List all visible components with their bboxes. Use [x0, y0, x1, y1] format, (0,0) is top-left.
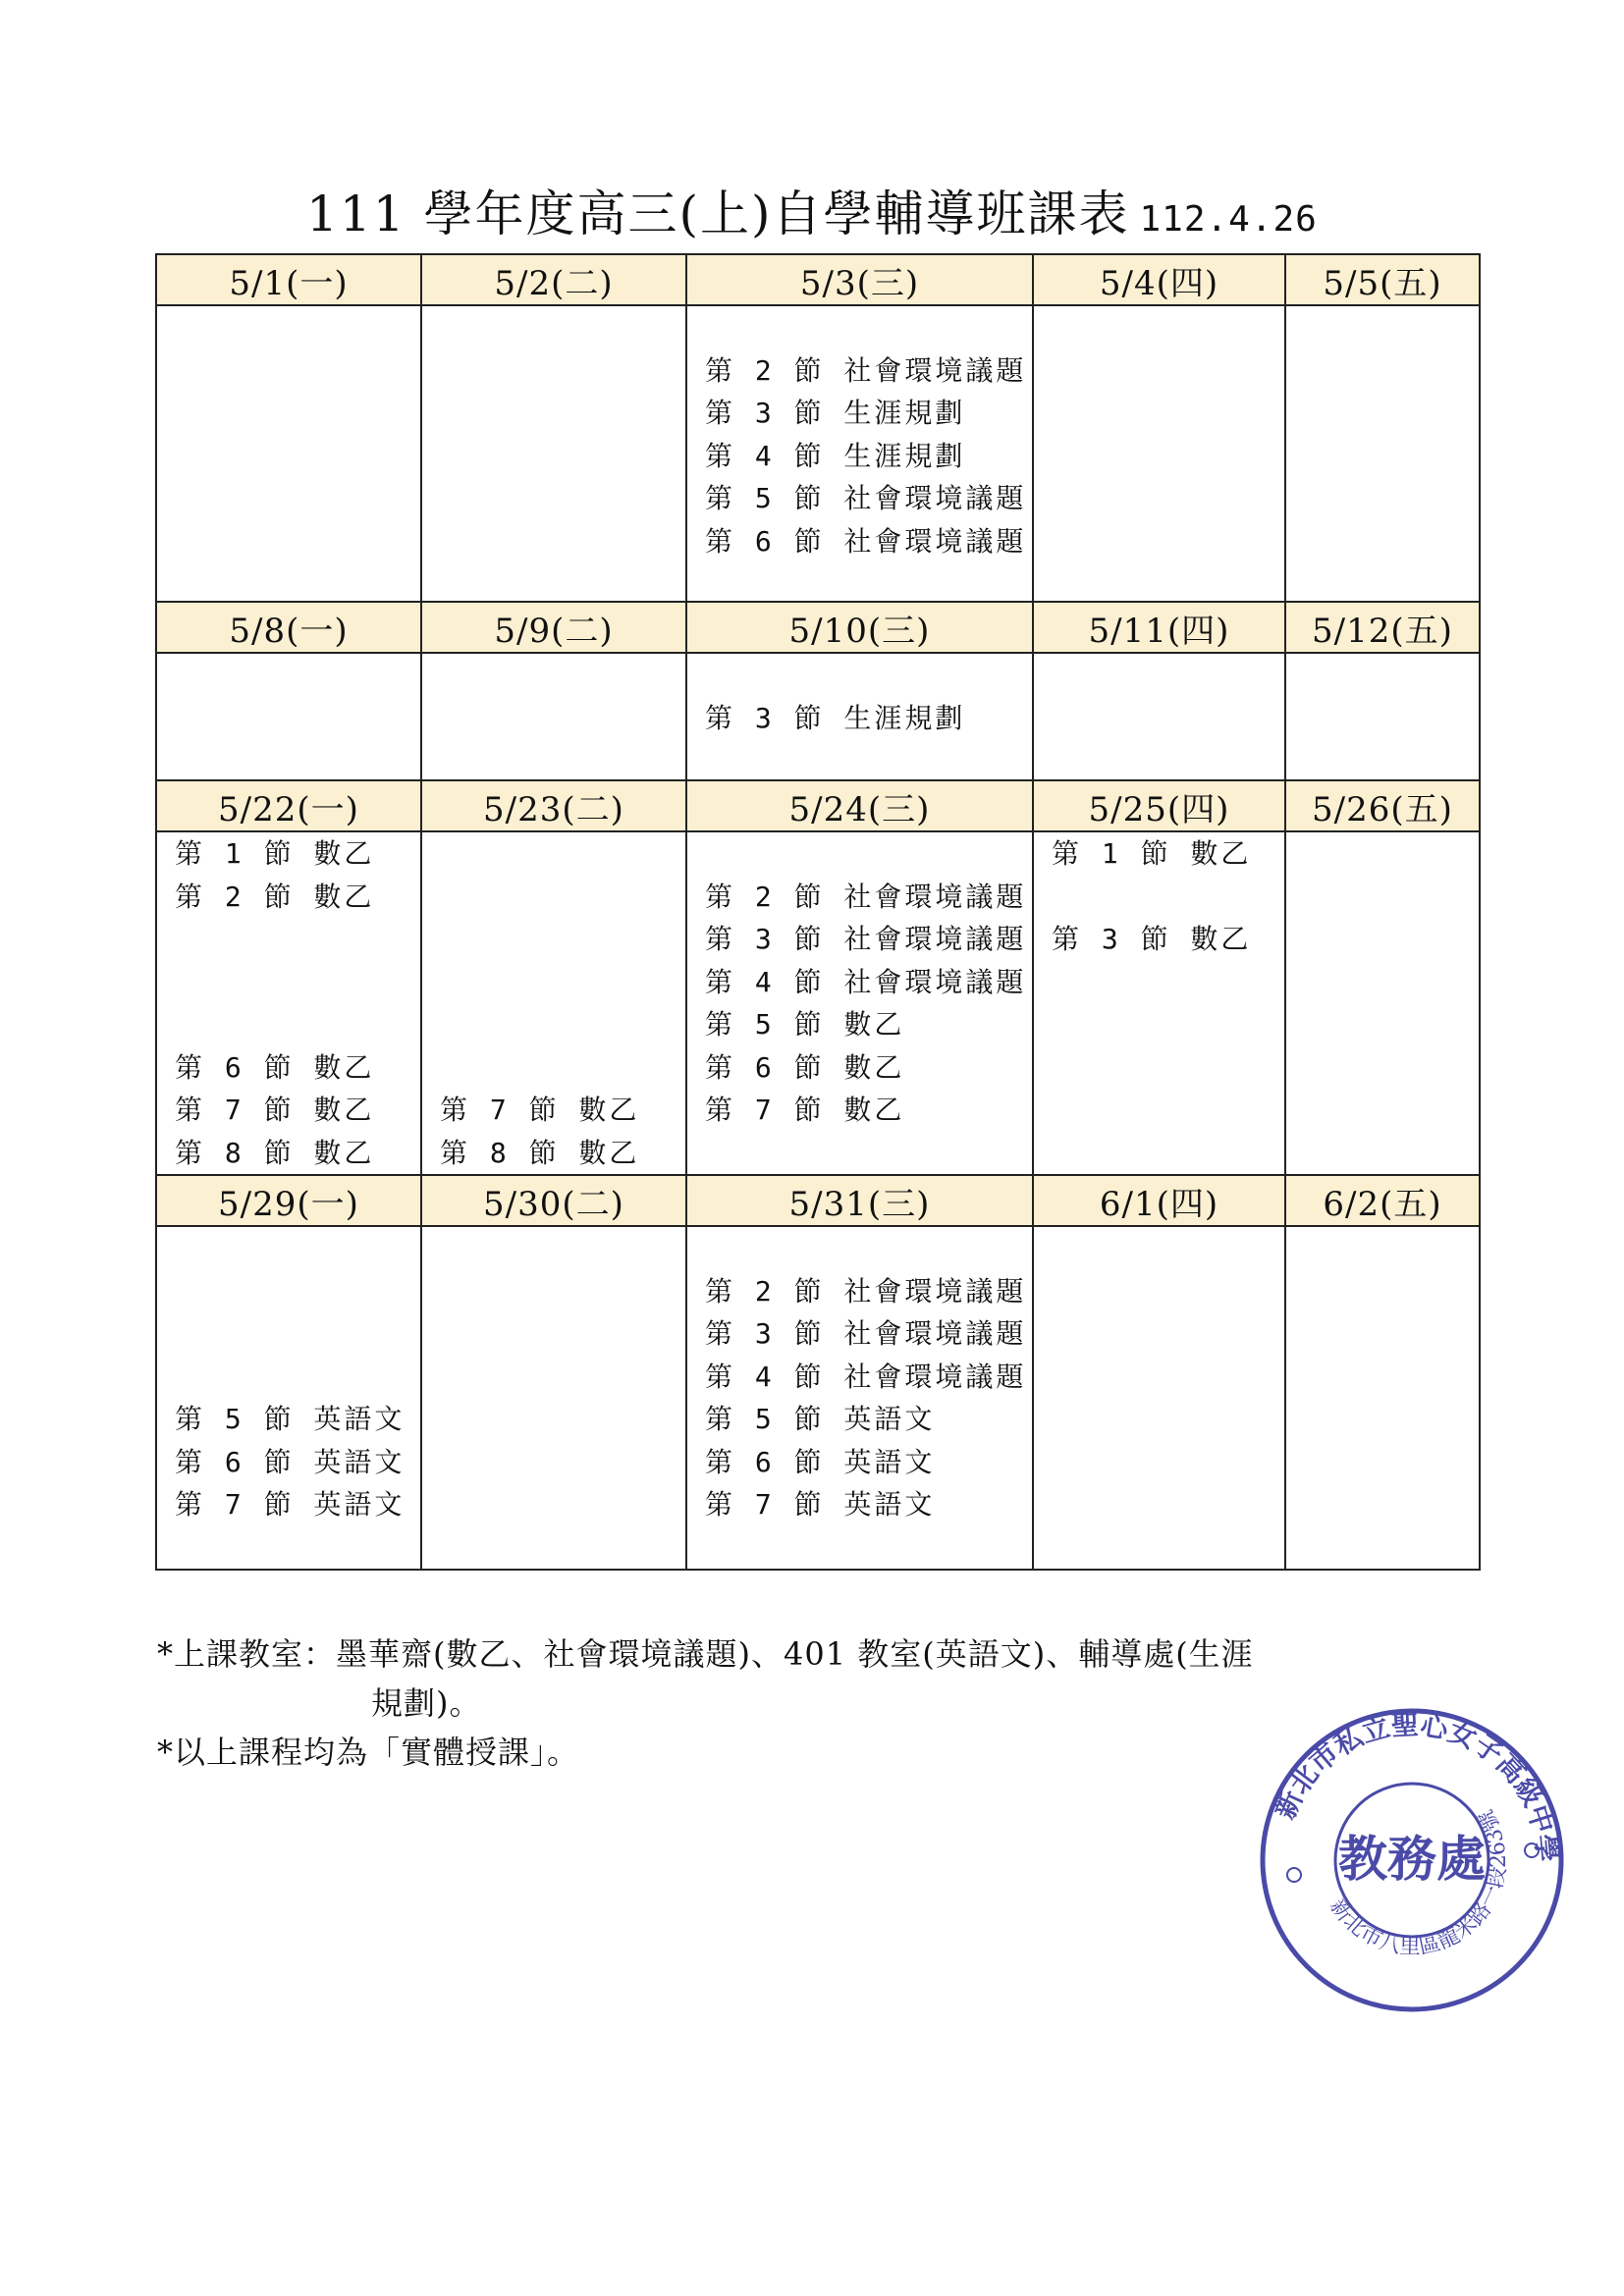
- day-cell: [686, 831, 1033, 1175]
- title-main: 111 學年度高三(上)自學輔導班課表: [306, 186, 1130, 242]
- period-entry: 第 2 節 社會環境議題: [705, 880, 1027, 913]
- day-cell: [421, 1226, 686, 1570]
- period-entry: 第 7 節 數乙: [175, 1094, 375, 1126]
- period-entry: 第 6 節 數乙: [705, 1050, 905, 1084]
- date-header-cell: 5/30(二): [421, 1175, 686, 1226]
- day-cell: [156, 653, 421, 780]
- period-entry: 第 5 節 數乙: [705, 1008, 905, 1041]
- day-cell: [1285, 1226, 1480, 1570]
- week-header-row: [156, 602, 1480, 653]
- period-blank: [175, 961, 420, 1004]
- period-list: [687, 832, 1032, 1132]
- day-cell: [1033, 653, 1285, 780]
- date-header-cell: 5/10(三): [686, 602, 1033, 653]
- period-list: [1034, 832, 1284, 961]
- period-entry: 第 3 節 社會環境議題: [705, 1317, 1027, 1350]
- week-body-row: [156, 831, 1480, 1175]
- period-entry: 第 7 節 英語文: [705, 1488, 936, 1521]
- period-entry: 第 5 節 英語文: [705, 1403, 936, 1435]
- period-list: [422, 832, 685, 1174]
- period-blank: [440, 961, 685, 1004]
- day-cell: [156, 831, 421, 1175]
- date-header-cell: 5/5(五): [1285, 254, 1480, 305]
- period-blank: [175, 1003, 420, 1046]
- day-cell: [686, 305, 1033, 602]
- day-cell: [1033, 831, 1285, 1175]
- date-header-cell: 5/9(二): [421, 602, 686, 653]
- date-header-cell: 5/24(三): [686, 780, 1033, 831]
- period-entry: 第 8 節 數乙: [440, 1136, 640, 1169]
- day-cell: [1033, 305, 1285, 602]
- office-seal-stamp: [1255, 1703, 1569, 2017]
- period-blank: [705, 654, 1032, 697]
- date-header-cell: 5/31(三): [686, 1175, 1033, 1226]
- day-cell: [1285, 831, 1480, 1175]
- date-header-cell: 5/11(四): [1033, 602, 1285, 653]
- period-entry: 第 3 節 數乙: [1052, 923, 1252, 955]
- period-entry: 第 6 節 英語文: [705, 1445, 936, 1478]
- date-header-cell: 5/8(一): [156, 602, 421, 653]
- period-entry: 第 4 節 社會環境議題: [705, 1360, 1027, 1393]
- document-title: [0, 175, 1624, 245]
- period-entry: 第 2 節 數乙: [175, 880, 375, 913]
- note-classroom: *上課教室：墨華齋(數乙、社會環境議題)、401 教室(英語文)、輔導處(生涯: [157, 1635, 1254, 1673]
- date-header-cell: 6/2(五): [1285, 1175, 1480, 1226]
- day-cell: [421, 305, 686, 602]
- day-cell: [421, 831, 686, 1175]
- seal-school-name: 新北市私立聖心女子高級中學: [1268, 1708, 1564, 1864]
- period-blank: [175, 1227, 420, 1270]
- seal-flower-icon: [1287, 1868, 1301, 1882]
- period-entry: 第 6 節 數乙: [175, 1050, 375, 1084]
- day-cell: [686, 653, 1033, 780]
- date-header-cell: 5/25(四): [1033, 780, 1285, 831]
- period-entry: 第 3 節 生涯規劃: [705, 397, 966, 429]
- note-delivery: *以上課程均為「實體授課」。: [157, 1734, 580, 1771]
- day-cell: [1285, 653, 1480, 780]
- date-header-cell: 5/2(二): [421, 254, 686, 305]
- period-blank: [705, 1227, 1032, 1270]
- week-body-row: [156, 653, 1480, 780]
- period-blank: [440, 1046, 685, 1090]
- seal-office-name: 教務處: [1338, 1830, 1486, 1888]
- week-header-row: [156, 780, 1480, 831]
- period-blank: [440, 918, 685, 961]
- date-header-cell: 6/1(四): [1033, 1175, 1285, 1226]
- date-header-cell: 5/12(五): [1285, 602, 1480, 653]
- day-cell: [1285, 305, 1480, 602]
- day-cell: [1033, 1226, 1285, 1570]
- period-list: [687, 1227, 1032, 1526]
- period-entry: 第 3 節 生涯規劃: [705, 701, 966, 734]
- period-entry: 第 8 節 數乙: [175, 1136, 375, 1169]
- day-cell: [421, 653, 686, 780]
- day-cell: [686, 1226, 1033, 1570]
- date-header-cell: 5/22(一): [156, 780, 421, 831]
- day-cell: [156, 1226, 421, 1570]
- date-header-cell: 5/4(四): [1033, 254, 1285, 305]
- period-blank: [175, 918, 420, 961]
- period-entry: 第 2 節 社會環境議題: [705, 353, 1027, 387]
- week-header-row: [156, 254, 1480, 305]
- period-entry: 第 5 節 英語文: [175, 1403, 406, 1435]
- period-blank: [440, 1003, 685, 1046]
- period-list: [687, 654, 1032, 739]
- title-date: 112.4.26: [1139, 199, 1318, 240]
- date-header-cell: 5/1(一): [156, 254, 421, 305]
- period-blank: [705, 832, 1032, 876]
- period-entry: 第 3 節 社會環境議題: [705, 923, 1027, 955]
- period-list: [157, 1227, 420, 1526]
- period-blank: [440, 832, 685, 876]
- day-cell: [156, 305, 421, 602]
- period-entry: 第 2 節 社會環境議題: [705, 1274, 1027, 1308]
- period-entry: 第 7 節 數乙: [705, 1094, 905, 1126]
- period-blank: [440, 876, 685, 919]
- period-entry: 第 1 節 數乙: [175, 837, 375, 870]
- period-blank: [1052, 876, 1284, 919]
- date-header-cell: 5/3(三): [686, 254, 1033, 305]
- period-entry: 第 6 節 社會環境議題: [705, 524, 1027, 558]
- period-entry: 第 4 節 社會環境議題: [705, 965, 1027, 998]
- seal-address: 新北市八里區龍米路一段263號: [1325, 1805, 1512, 1960]
- period-blank: [705, 306, 1032, 349]
- date-header-cell: 5/26(五): [1285, 780, 1480, 831]
- week-body-row: [156, 305, 1480, 602]
- week-header-row: [156, 1175, 1480, 1226]
- period-list: [157, 832, 420, 1174]
- week-body-row: [156, 1226, 1480, 1570]
- period-entry: 第 7 節 數乙: [440, 1094, 640, 1126]
- period-list: [687, 306, 1032, 562]
- period-blank: [175, 1356, 420, 1399]
- note-classroom-cont: 規劃)。: [371, 1684, 482, 1722]
- period-entry: 第 5 節 社會環境議題: [705, 482, 1027, 514]
- date-header-cell: 5/23(二): [421, 780, 686, 831]
- period-blank: [175, 1270, 420, 1313]
- period-entry: 第 7 節 英語文: [175, 1488, 406, 1521]
- period-blank: [175, 1312, 420, 1356]
- period-entry: 第 6 節 英語文: [175, 1445, 406, 1478]
- date-header-cell: 5/29(一): [156, 1175, 421, 1226]
- period-entry: 第 1 節 數乙: [1052, 837, 1252, 870]
- schedule-table: [155, 253, 1481, 1571]
- period-entry: 第 4 節 生涯規劃: [705, 439, 966, 472]
